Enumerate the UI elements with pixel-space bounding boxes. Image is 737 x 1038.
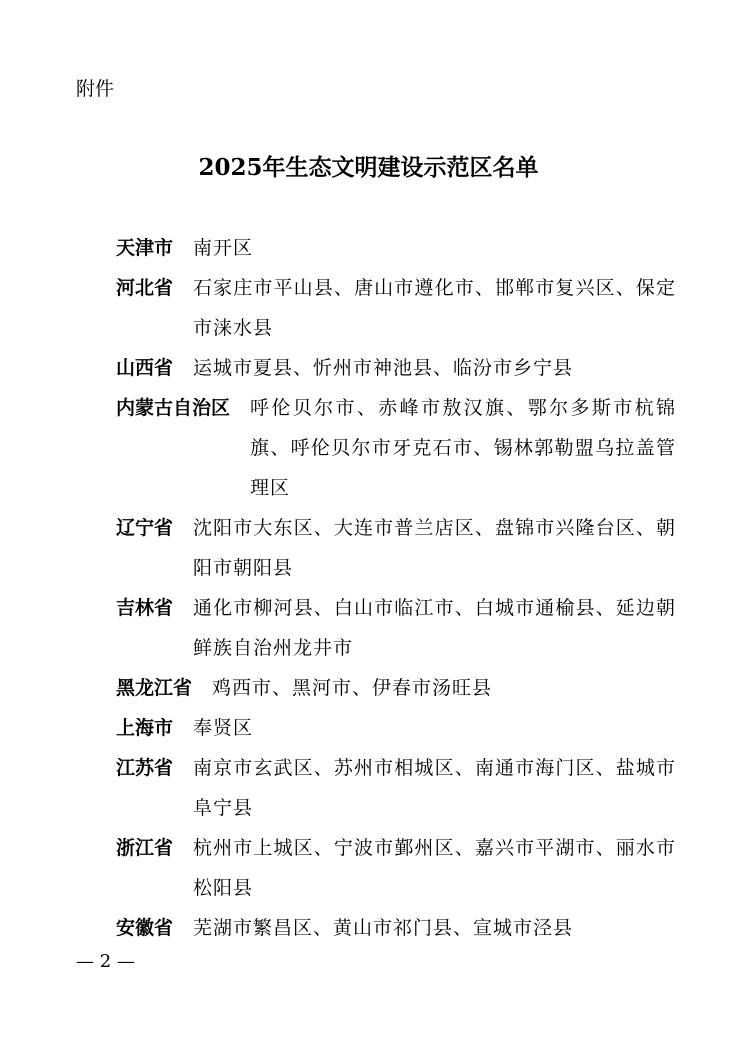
province-name: 辽宁省 — [116, 517, 174, 539]
region-entry-shanxi — [116, 348, 676, 388]
place-list: 鸡西市、黑河市、伊春市汤旺县 — [212, 677, 493, 699]
region-entry-tianjin — [116, 228, 676, 268]
place-list: 呼伦贝尔市、赤峰市敖汉旗、鄂尔多斯市杭锦旗、呼伦贝尔市牙克石市、锡林郭勒盟乌拉盖管理区 — [250, 397, 676, 499]
province-name: 山西省 — [116, 357, 174, 379]
place-list: 石家庄市平山县、唐山市遵化市、邯郸市复兴区、保定市涞水县 — [193, 277, 676, 339]
region-entry-jilin — [116, 588, 676, 668]
region-entry-hebei — [116, 268, 676, 348]
province-name: 河北省 — [116, 277, 174, 299]
place-list: 南京市玄武区、苏州市相城区、南通市海门区、盐城市阜宁县 — [193, 757, 676, 819]
region-entry-heilongjiang — [116, 668, 676, 708]
region-entry-zhejiang — [116, 828, 676, 908]
province-name: 浙江省 — [116, 837, 174, 859]
place-list: 芜湖市繁昌区、黄山市祁门县、宣城市泾县 — [193, 917, 574, 939]
place-list: 通化市柳河县、白山市临江市、白城市通榆县、延边朝鲜族自治州龙井市 — [193, 597, 676, 659]
document-title: 2025年生态文明建设示范区名单 — [198, 154, 539, 181]
region-entry-anhui — [116, 908, 676, 948]
place-list: 奉贤区 — [193, 717, 254, 739]
page-number: — 2 — — [76, 951, 135, 972]
place-list: 杭州市上城区、宁波市鄞州区、嘉兴市平湖市、丽水市松阳县 — [193, 837, 676, 899]
region-entry-inner-mongolia — [116, 388, 676, 508]
province-name: 吉林省 — [116, 597, 174, 619]
province-name: 上海市 — [116, 717, 174, 739]
region-entry-shanghai — [116, 708, 676, 748]
place-list: 南开区 — [193, 237, 254, 259]
province-name: 江苏省 — [116, 757, 174, 779]
attachment-label: 附件 — [76, 78, 115, 100]
province-name: 安徽省 — [116, 917, 174, 939]
region-list — [116, 228, 676, 948]
province-name: 天津市 — [116, 237, 174, 259]
region-entry-liaoning — [116, 508, 676, 588]
region-entry-jiangsu — [116, 748, 676, 828]
place-list: 运城市夏县、忻州市神池县、临汾市乡宁县 — [193, 357, 574, 379]
province-name: 黑龙江省 — [116, 677, 193, 699]
province-name: 内蒙古自治区 — [116, 397, 231, 419]
place-list: 沈阳市大东区、大连市普兰店区、盘锦市兴隆台区、朝阳市朝阳县 — [193, 517, 676, 579]
